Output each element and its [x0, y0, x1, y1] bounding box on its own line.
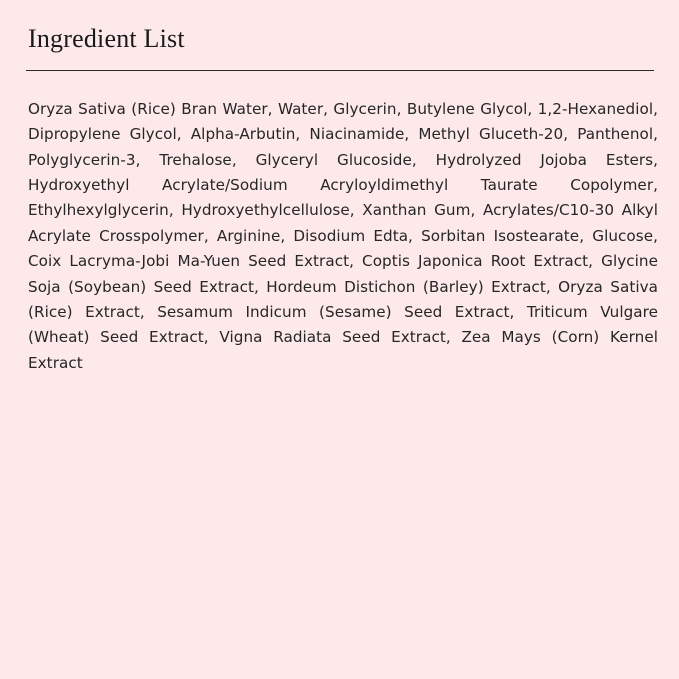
page-title: Ingredient List [28, 24, 185, 53]
ingredient-list-text: Oryza Sativa (Rice) Bran Water, Water, Glycerin, Butylene Glycol, 1,2-Hexanediol, Dipropylene Glycol, Alpha-Arbutin, Niacinamide, Methyl Gluceth-20, Panthenol, Polyglycerin-3, Trehalose, Glyceryl Glucoside, Hydrolyzed Jojoba Esters, Hydroxyethyl Acrylate/Sodium Acryloyldimethyl Taurate Copolymer, Ethylhexylglycerin, Hydroxyethylcellulose, Xanthan Gum, Acrylates/C10-30 Alkyl Acrylate Crosspolymer, Arginine, Disodium Edta, Sorbitan Isostearate, Glucose, Coix Lacryma-Jobi Ma-Yuen Seed Extract, Coptis Japonica Root Extract, Glycine Soja (Soybean) Seed Extract, Hordeum Distichon (Barley) Extract, Oryza Sativa (Rice) Extract, Sesamum Indicum (Sesame) Seed Extract, Triticum Vulgare (Wheat) Seed Extract, Vigna Radiata Seed Extract, Zea Mays (Corn) Kernel Extract [28, 99, 658, 372]
title-divider [26, 70, 654, 71]
